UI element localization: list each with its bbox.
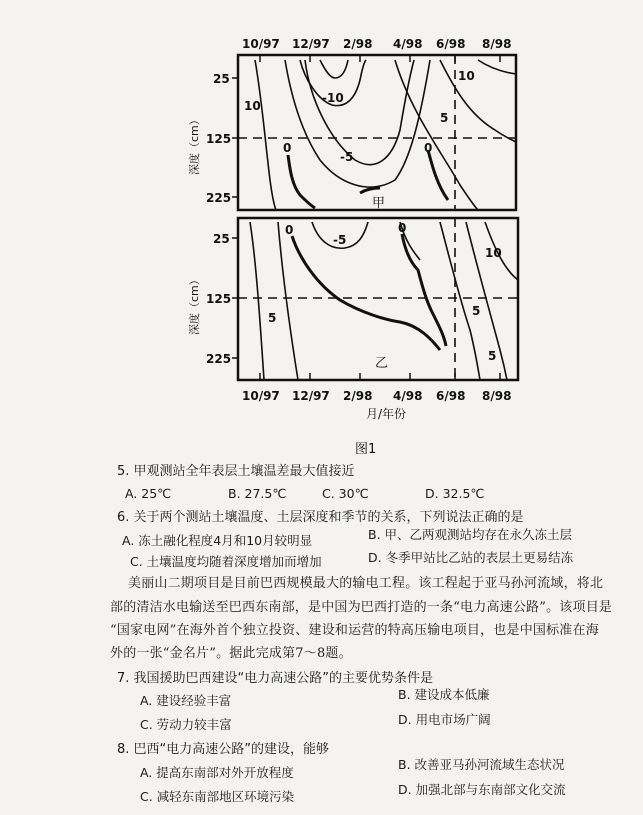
yi-label-5b: 5: [472, 304, 481, 318]
top-tick-3: 2/98: [343, 37, 373, 51]
passage-line-2: 部的清洁水电输送至巴西东南部，是中国为巴西打造的一条“电力高速公路”。该项目是: [110, 600, 613, 615]
yi-ytick-125: 125: [206, 292, 232, 306]
jia-label-5b: 5: [440, 111, 449, 125]
q6-stem: 6. 关于两个测站土壤温度、土层深度和季节的关系，下列说法正确的是: [117, 510, 524, 525]
jia-label-10: 10: [458, 69, 475, 83]
passage-line-1: 美丽山二期项目是目前巴西规模最大的输电工程。该工程起于亚马孙河流域，将北: [128, 576, 604, 591]
q7-option-b[interactable]: B. 建设成本低廉: [398, 687, 490, 702]
q5-option-b[interactable]: B. 27.5℃: [228, 486, 287, 501]
q5-option-d[interactable]: D. 32.5℃: [425, 486, 485, 501]
q5-stem: 5. 甲观测站全年表层土壤温差最大值接近: [117, 464, 355, 479]
jia-ytick-225: 225: [206, 191, 232, 205]
q7-option-d[interactable]: D. 用电市场广阔: [398, 712, 491, 727]
yi-label-0b: 0: [398, 221, 407, 235]
yi-ytick-25: 25: [213, 232, 230, 246]
yi-zero-line-bold: [292, 236, 440, 350]
jia-label-minus5: -5: [340, 150, 354, 164]
yi-label-0a: 0: [285, 223, 294, 237]
top-tick-4: 4/98: [393, 37, 423, 51]
jia-label-5: 10: [244, 99, 261, 113]
q6-option-c[interactable]: C. 土壤温度均随着深度增加而增加: [130, 554, 322, 569]
passage-line-4: 外的一张“金名片”。据此完成第7～8题。: [110, 646, 352, 661]
top-tick-5: 6/98: [436, 37, 466, 51]
q7-stem: 7. 我国援助巴西建设“电力高速公路”的主要优势条件是: [117, 671, 434, 686]
jia-label-0b: 0: [424, 141, 433, 155]
bottom-tick-2: 12/97: [292, 389, 330, 403]
yi-label-minus5: -5: [333, 233, 347, 247]
q8-stem: 8. 巴西“电力高速公路”的建设，能够: [117, 742, 330, 757]
jia-y-axis-label: 深度（cm）: [188, 114, 201, 175]
q7-option-c[interactable]: C. 劳动力较丰富: [140, 717, 232, 732]
panel-jia: [232, 55, 516, 211]
jia-label-minus10: -10: [322, 91, 344, 105]
yi-label-5a: 5: [268, 311, 277, 325]
bottom-tick-5: 6/98: [436, 389, 466, 403]
q6-option-d[interactable]: D. 冬季甲站比乙站的表层土更易结冻: [368, 550, 574, 565]
q8-option-a[interactable]: A. 提高东南部对外开放程度: [140, 765, 294, 780]
jia-label-0a: 0: [283, 141, 292, 155]
yi-label-5c: 5: [488, 349, 497, 363]
q8-option-d[interactable]: D. 加强北部与东南部文化交流: [398, 782, 566, 797]
top-axis-labels: [242, 37, 511, 51]
panel-yi-label: 乙: [375, 356, 389, 371]
bottom-tick-4: 4/98: [393, 389, 423, 403]
q7-option-a[interactable]: A. 建设经验丰富: [140, 693, 232, 708]
yi-ytick-225: 225: [206, 352, 232, 366]
jia-ytick-25: 25: [213, 72, 230, 86]
x-axis-label: 月/年份: [366, 407, 407, 421]
q8-option-b[interactable]: B. 改善亚马孙河流域生态状况: [398, 757, 565, 772]
figure-caption: 图1: [355, 442, 377, 457]
q5-option-a[interactable]: A. 25℃: [125, 486, 172, 501]
jia-zero-line-bold: [288, 155, 315, 208]
jia-ytick-125: 125: [206, 132, 232, 146]
panel-jia-label: 甲: [372, 196, 386, 211]
q6-option-b[interactable]: B. 甲、乙两观测站均存在永久冻土层: [368, 527, 573, 542]
passage-line-3: “国家电网”在海外首个独立投资、建设和运营的特高压输电项目，也是中国标准在海: [110, 623, 599, 638]
q8-option-c[interactable]: C. 减轻东南部地区环境污染: [140, 789, 295, 804]
q6-option-a[interactable]: A. 冻土融化程度4月和10月较明显: [122, 533, 313, 548]
q5-option-c[interactable]: C. 30℃: [322, 486, 369, 501]
yi-y-axis-label: 深度（cm）: [188, 274, 201, 335]
panel-yi: [232, 218, 518, 380]
top-tick-6: 8/98: [482, 37, 512, 51]
bottom-tick-3: 2/98: [343, 389, 373, 403]
bottom-tick-1: 10/97: [242, 389, 280, 403]
top-tick-1: 10/97: [242, 37, 280, 51]
bottom-tick-6: 8/98: [482, 389, 512, 403]
top-tick-2: 12/97: [292, 37, 330, 51]
yi-label-10: 10: [485, 246, 502, 260]
